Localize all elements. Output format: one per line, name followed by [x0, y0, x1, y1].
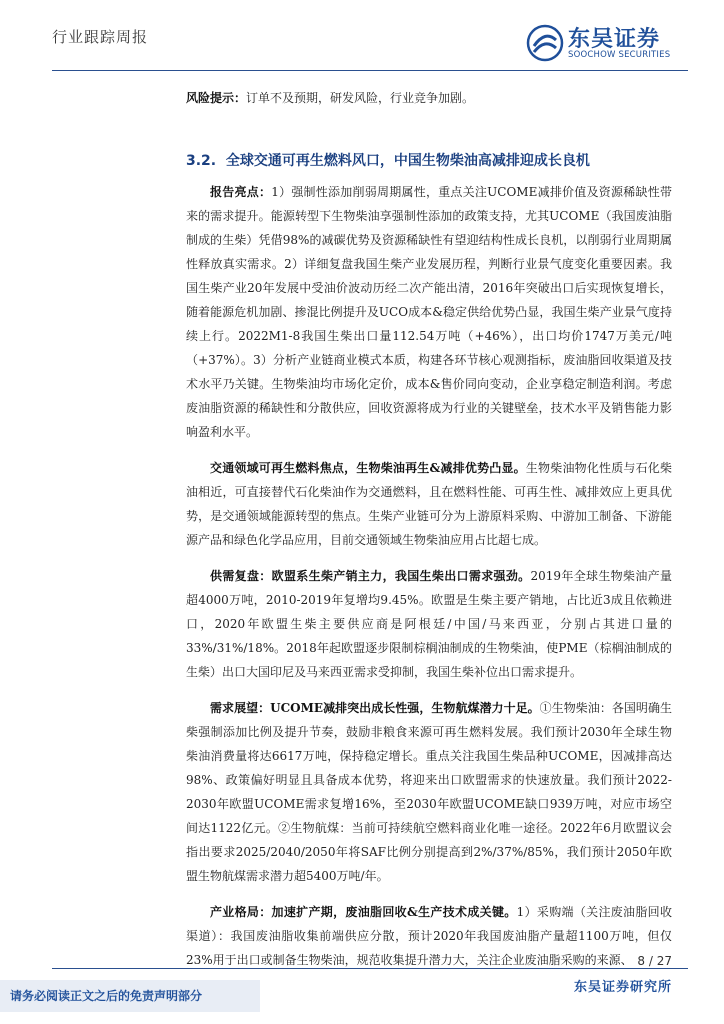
company-logo	[526, 22, 686, 66]
paragraph-lead: 产业格局：加速扩产期，废油脂回收&生产技术成关键。	[210, 905, 517, 919]
logo-english-name: SOOCHOW SECURITIES	[568, 50, 671, 60]
logo-chinese-name: 东吴证券	[568, 27, 661, 52]
paragraph-lead: 需求展望：UCOME减排突出成长性强，生物航煤潜力十足。	[210, 701, 540, 715]
footer-divider	[52, 968, 688, 969]
paragraph-lead: 供需复盘：欧盟系生柴产销主力，我国生柴出口需求强劲。	[210, 569, 531, 583]
risk-label: 风险提示：	[186, 91, 247, 105]
paragraph-demand-outlook	[186, 696, 672, 888]
paragraph-body: 生物柴油物化性质与石化柴油相近，可直接替代石化柴油作为交通燃料，且在燃料性能、可再生性、减排效应上更具优势，是交通领域能源转型的焦点。生柴产业链可分为上游原料采购、中游加工制备、下游能源产品和绿色化学品应用，目前交通领域生物柴油应用占比超七成。	[186, 461, 672, 547]
paragraph-industry-structure	[186, 900, 672, 972]
paragraph-transport	[186, 456, 672, 552]
logo-mark-icon	[526, 24, 564, 62]
paragraph-body: 2019年全球生物柴油产量超4000万吨，2010-2019年复增均9.45%。欧盟是生柴主要产销地，占比近3成且依赖进口，2020年欧盟生柴主要供应商是阿根廷/中国/马来西亚，分别占其进口量的33%/31%/18%。2018年起欧盟逐步限制棕榈油制成的生物柴油，使PME（棕榈油制成的生柴）出口大国印尼及马来西亚需求受抑制，我国生柴补位出口需求提升。	[186, 569, 672, 679]
section-title: 全球交通可再生燃料风口，中国生物柴油高减排迎成长良机	[225, 153, 590, 169]
paragraph-lead: 交通领域可再生燃料焦点，生物柴油再生&减排优势凸显。	[210, 461, 526, 475]
paragraph-highlights	[186, 180, 672, 444]
institute-name: 东吴证券研究所	[573, 980, 672, 995]
page-number: 8 / 27	[637, 954, 672, 968]
risk-notice	[186, 86, 672, 110]
header-divider	[52, 70, 688, 71]
paragraph-supply-demand	[186, 564, 672, 684]
section-number: 3.2.	[186, 153, 217, 169]
risk-text: 订单不及预期，研发风险，行业竞争加剧。	[246, 91, 475, 105]
paragraph-body: 1）强制性添加削弱周期属性，重点关注UCOME减排价值及资源稀缺性带来的需求提升。能源转型下生物柴油享强制性添加的政策支持，尤其UCOME（我国废油脂制成的生柴）凭借98%的减碳优势及资源稀缺性有望迎结构性成长良机，以削弱行业周期属性释放真实需求。2）详细复盘我国生柴产业发展历程，判断行业景气度变化重要因素。我国生柴产业20年发展中受油价波动历经二次产能出清，2016年突破出口后实现恢复增长，随着能源危机加剧、掺混比例提升及UCO成本&稳定供给优势凸显，我国生柴产业景气度持续上行。2022M1-8我国生柴出口量112.54万吨（+46%），出口均价1747万美元/吨（+37%）。3）分析产业链商业模式本质，构建各环节核心观测指标，废油脂回收渠道及技术水平乃关键。生物柴油均市场化定价，成本&售价同向变动，企业享稳定制造利润。考虑废油脂资源的稀缺性和分散供应，回收资源将成为行业的关键壁垒，技术水平及销售能力影响盈利水平。	[186, 185, 672, 439]
section-heading	[186, 150, 590, 170]
body-text	[186, 180, 672, 984]
paragraph-body: 1）采购端（关注废油脂回收渠道）：我国废油脂收集前端供应分散，预计2020年我国废油脂产量超1100万吨，但仅23%用于出口或制备生物柴油，规范收集提升潜力大，关注企业废油脂采购的来源、	[186, 905, 672, 967]
report-type-label: 行业跟踪周报	[52, 28, 149, 46]
paragraph-body: ①生物柴油：各国明确生柴强制添加比例及提升节奏，鼓励非粮食来源可再生燃料发展。我们预计2030年全球生物柴油消费量将达6617万吨，保持稳定增长。重点关注我国生柴品种UCOME，因减排高达98%、政策偏好明显且具备成本优势，将迎来出口欧盟需求的快速放量。我们预计2022-2030年欧盟UCOME需求复增16%，至2030年欧盟UCOME缺口939万吨，对应市场空间达1122亿元。②生物航煤：当前可持续航空燃料商业化唯一途径。2022年6月欧盟议会指出要求2025/2040/2050年将SAF比例分别提高到2%/37%/85%，我们预计2050年欧盟生物航煤需求潜力超5400万吨/年。	[186, 701, 672, 883]
paragraph-lead: 报告亮点：	[210, 185, 272, 199]
disclaimer-note: 请务必阅读正文之后的免责声明部分	[0, 980, 260, 1012]
